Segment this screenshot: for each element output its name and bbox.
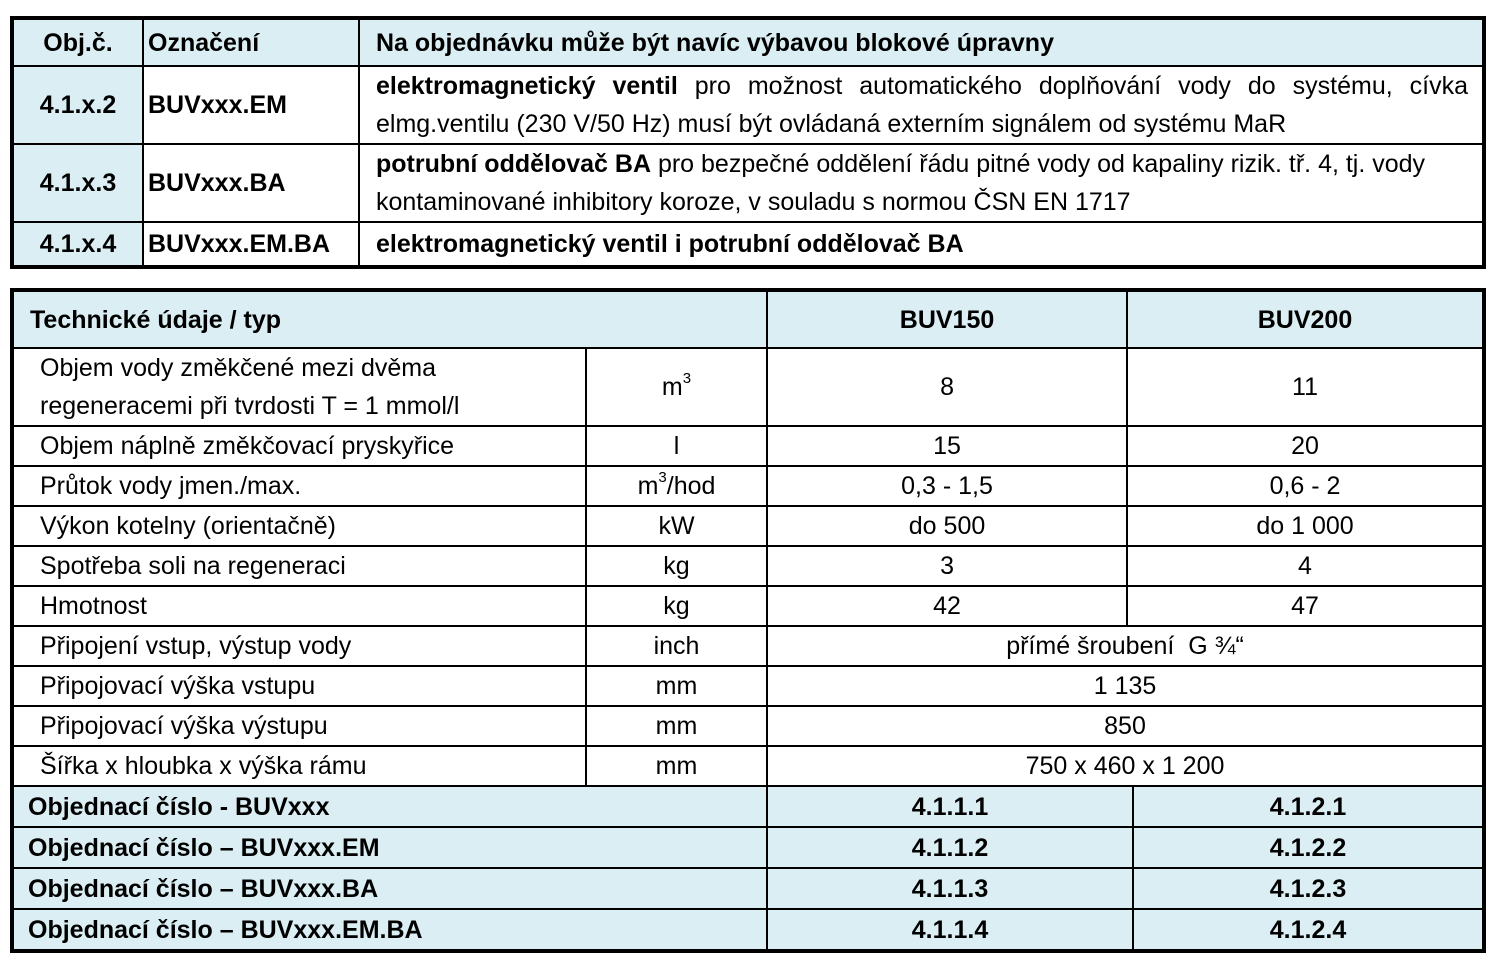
- order-buv150: 4.1.1.3: [767, 868, 1133, 909]
- accessory-row: [12, 144, 1484, 222]
- spec-param: Objem vody změkčené mezi dvěma regeneracemi při tvrdosti T = 1 mmol/l: [12, 348, 586, 426]
- spec-param: Hmotnost: [12, 586, 586, 626]
- type-buv150-header: BUV150: [767, 290, 1127, 348]
- order-buv200: 4.1.2.2: [1133, 827, 1484, 868]
- accessories-table: [10, 16, 1486, 269]
- col-name-header: Označení: [143, 18, 359, 66]
- spec-value-buv200: 20: [1127, 426, 1484, 466]
- spec-value-buv150: 0,3 - 1,5: [767, 466, 1127, 506]
- name-cell: BUVxxx.EM.BA: [143, 222, 359, 267]
- order-buv200: 4.1.2.1: [1133, 786, 1484, 827]
- name-cell: BUVxxx.EM: [143, 66, 359, 144]
- spec-unit: kW: [586, 506, 767, 546]
- order-row: [12, 786, 1484, 827]
- unit-sup: 3: [658, 468, 667, 486]
- unit-text: m: [637, 472, 659, 500]
- spec-row: [12, 466, 1484, 506]
- spec-row: [12, 506, 1484, 546]
- spec-unit: mm: [586, 746, 767, 786]
- specs-header-label: Technické údaje / typ: [12, 290, 767, 348]
- spec-unit: inch: [586, 626, 767, 666]
- order-buv200: 4.1.2.4: [1133, 909, 1484, 951]
- order-label: Objednací číslo - BUVxxx: [12, 786, 767, 827]
- spec-value-buv150: 3: [767, 546, 1127, 586]
- desc-bold: elektromagnetický ventil i potrubní oddělovač BA: [376, 230, 964, 258]
- desc-bold: elektromagnetický ventil: [376, 72, 678, 100]
- unit-tail: /hod: [666, 472, 716, 500]
- accessory-row: [12, 66, 1484, 144]
- order-row: [12, 868, 1484, 909]
- spec-row: [12, 426, 1484, 466]
- unit-sup: 3: [682, 369, 692, 387]
- order-label: Objednací číslo – BUVxxx.EM: [12, 827, 767, 868]
- col-desc-header: Na objednávku může být navíc výbavou blokové úpravny: [359, 18, 1484, 66]
- accessories-header-row: [12, 18, 1484, 66]
- spec-param: Spotřeba soli na regeneraci: [12, 546, 586, 586]
- spec-param: Výkon kotelny (orientačně): [12, 506, 586, 546]
- spec-row: [12, 348, 1484, 426]
- order-row: [12, 827, 1484, 868]
- spec-value-buv150: do 500: [767, 506, 1127, 546]
- accessory-row: [12, 222, 1484, 267]
- order-label: Objednací číslo – BUVxxx.BA: [12, 868, 767, 909]
- spec-row: [12, 546, 1484, 586]
- unit-text: m: [661, 373, 683, 401]
- desc-cell: [359, 144, 1484, 222]
- spec-unit: [586, 466, 767, 506]
- spec-value-buv200: 0,6 - 2: [1127, 466, 1484, 506]
- spec-value-buv200: 47: [1127, 586, 1484, 626]
- order-buv200: 4.1.2.3: [1133, 868, 1484, 909]
- spec-unit: kg: [586, 546, 767, 586]
- spec-value-buv200: 11: [1127, 348, 1484, 426]
- spec-row: [12, 626, 1484, 666]
- obj-cell: 4.1.x.4: [12, 222, 143, 267]
- desc-bold: potrubní oddělovač BA: [376, 150, 651, 178]
- obj-cell: 4.1.x.3: [12, 144, 143, 222]
- spec-unit: mm: [586, 706, 767, 746]
- spec-row: [12, 586, 1484, 626]
- order-label: Objednací číslo – BUVxxx.EM.BA: [12, 909, 767, 951]
- spec-value-shared: 1 135: [767, 666, 1484, 706]
- order-buv150: 4.1.1.4: [767, 909, 1133, 951]
- spec-value-buv150: 42: [767, 586, 1127, 626]
- spec-param: Připojovací výška vstupu: [12, 666, 586, 706]
- order-row: [12, 909, 1484, 951]
- spec-unit: [586, 348, 767, 426]
- spec-row: [12, 706, 1484, 746]
- spec-param: Připojení vstup, výstup vody: [12, 626, 586, 666]
- desc-text: pro možnost automatického doplňování vody do systému, cívka elmg.ventilu (230 V/50 Hz) musí být ovládaná externím signálem od systému MaR: [376, 72, 1468, 138]
- spec-unit: l: [586, 426, 767, 466]
- spec-row: [12, 666, 1484, 706]
- specs-table: [10, 288, 1486, 953]
- spec-param: Průtok vody jmen./max.: [12, 466, 586, 506]
- obj-cell: 4.1.x.2: [12, 66, 143, 144]
- order-buv150: 4.1.1.2: [767, 827, 1133, 868]
- spec-param: Šířka x hloubka x výška rámu: [12, 746, 586, 786]
- col-obj-header: Obj.č.: [12, 18, 143, 66]
- spec-param: Objem náplně změkčovací pryskyřice: [12, 426, 586, 466]
- spec-unit: kg: [586, 586, 767, 626]
- desc-cell: [359, 222, 1484, 267]
- desc-cell: [359, 66, 1484, 144]
- type-buv200-header: BUV200: [1127, 290, 1484, 348]
- name-cell: BUVxxx.BA: [143, 144, 359, 222]
- order-buv150: 4.1.1.1: [767, 786, 1133, 827]
- spec-value-buv200: do 1 000: [1127, 506, 1484, 546]
- spec-value-buv150: 8: [767, 348, 1127, 426]
- spec-value-buv200: 4: [1127, 546, 1484, 586]
- spec-unit: mm: [586, 666, 767, 706]
- spec-row: [12, 746, 1484, 786]
- spec-value-buv150: 15: [767, 426, 1127, 466]
- spec-value-shared: přímé šroubení G ¾“: [767, 626, 1484, 666]
- spec-value-shared: 850: [767, 706, 1484, 746]
- desc-text: pro bezpečné oddělení řádu pitné vody od kapaliny rizik. tř. 4, tj. vody kontaminované inhibitory koroze, v souladu s normou ČSN EN 1717: [376, 150, 1426, 216]
- spec-value-shared: 750 x 460 x 1 200: [767, 746, 1484, 786]
- specs-header-row: [12, 290, 1484, 348]
- spec-param: Připojovací výška výstupu: [12, 706, 586, 746]
